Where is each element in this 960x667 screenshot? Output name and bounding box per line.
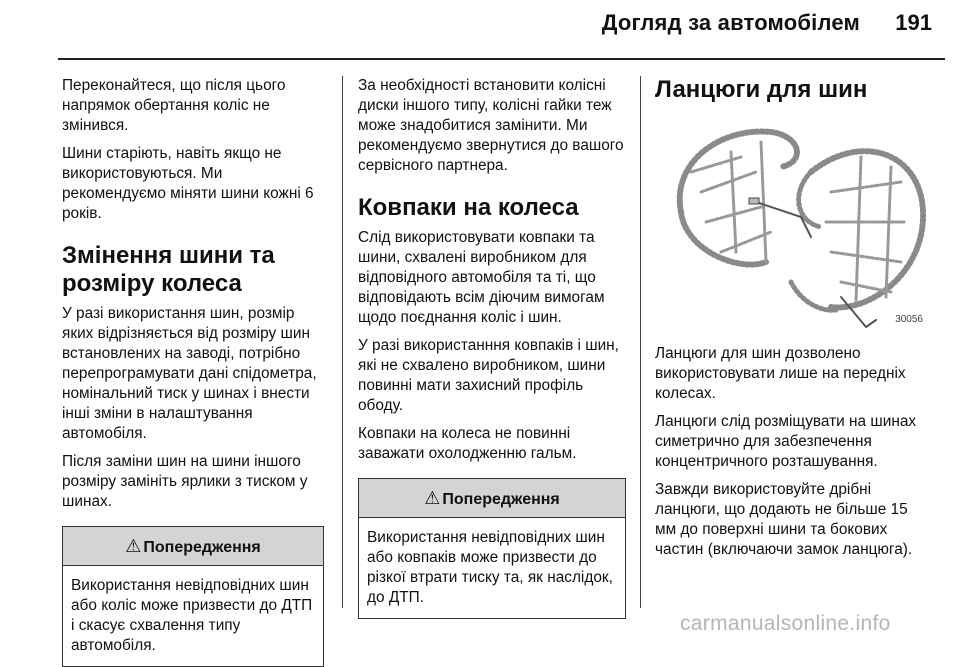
paragraph: Ковпаки на колеса не повинні заважати охолодженню гальм. <box>358 425 577 462</box>
page-number: 191 <box>895 10 932 35</box>
paragraph: За необхідності встановити колісні диски іншого типу, колісні гайки теж може знадобитися замінити. Ми рекомендуємо звернутися до вашого сервісного партнера. <box>358 77 624 174</box>
watermark: carmanualsonline.info <box>680 612 891 635</box>
warning-triangle-icon: ⚠ <box>125 536 142 556</box>
warning-title: Попередження <box>442 491 560 508</box>
paragraph: У разі використання шин, розмір яких відрізняється від розміру шин встановлених на заводі, потрібно перепрограмувати дані спідометра, номінальний тиск у шинах і внести інші зміни в налаштування автомобіля. <box>62 305 317 442</box>
paragraph: Ланцюги для шин дозволено використовувати лише на передніх колесах. <box>655 345 906 402</box>
snow-chains-illustration <box>661 112 929 332</box>
column-1 <box>62 76 324 667</box>
column-2 <box>358 76 626 619</box>
header-rule <box>58 58 945 60</box>
warning-title: Попередження <box>143 539 261 556</box>
section-heading: Ковпаки на колеса <box>358 194 579 221</box>
section-heading: Ланцюги для шин <box>655 76 868 103</box>
paragraph: Шини старіють, навіть якщо не використовуються. Ми рекомендуємо міняти шини кожні 6 років. <box>62 145 314 222</box>
paragraph: Після заміни шин на шини іншого розміру замініть ярлики з тиском у шинах. <box>62 453 308 510</box>
column-divider <box>640 76 641 608</box>
snow-chains-drawing <box>661 112 929 332</box>
paragraph: Завжди використовуйте дрібні ланцюги, що додають не більше 15 мм до поверхні шини та бокових частин (включаючи замок ланцюга). <box>655 481 913 558</box>
column-divider <box>342 76 343 608</box>
warning-text: Використання невідповідних шин або коліс може призвести до ДТП і скасує схвалення типу автомобіля. <box>71 577 313 654</box>
figure-code: 30056 <box>895 314 923 325</box>
paragraph: Переконайтеся, що після цього напрямок обертання коліс не змінився. <box>62 77 286 134</box>
paragraph: У разі використанння ковпаків і шин, які не схвалено виробником, шини повинні мати захисний профіль ободу. <box>358 337 619 414</box>
warning-header <box>63 527 323 566</box>
warning-text: Використання невідповідних шин або ковпаків може призвести до різкої втрати тиску та, як наслідок, до ДТП. <box>367 529 613 606</box>
column-3 <box>655 76 930 568</box>
section-heading: Змінення шини та розміру колеса <box>62 242 275 297</box>
page-header-title: Догляд за автомобілем <box>601 10 860 35</box>
warning-triangle-icon: ⚠ <box>424 488 441 508</box>
paragraph: Ланцюги слід розміщувати на шинах симетрично для забезпечення концентричного розташування. <box>655 413 917 470</box>
paragraph: Слід використовувати ковпаки та шини, схвалені виробником для відповідного автомобіля та ті, що відповідають всім діючим вимогам щодо поєднання коліс і шин. <box>358 229 605 326</box>
warning-box <box>358 478 626 619</box>
warning-header <box>359 479 625 518</box>
warning-box <box>62 526 324 667</box>
